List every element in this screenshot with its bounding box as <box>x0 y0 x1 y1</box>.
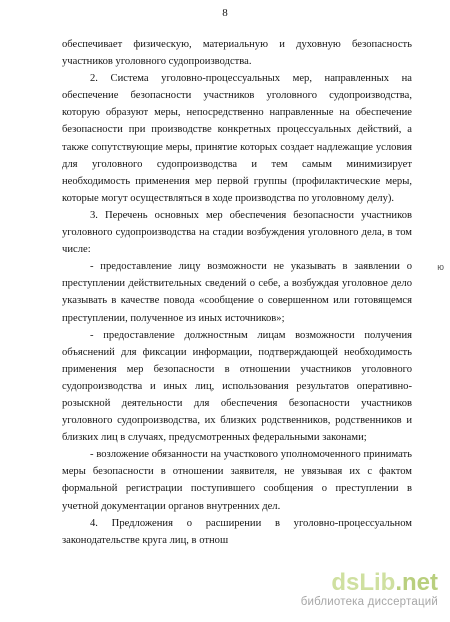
watermark <box>268 570 438 608</box>
watermark-logo-main: dsLib <box>331 569 396 596</box>
watermark-tagline: библиотека диссертаций <box>300 596 438 608</box>
paragraph: 3. Перечень основных мер обеспечения безопасности участников уголовного судопроизводства на стадии возбуждения уголовного дела, в том числе: <box>62 209 412 256</box>
list-item: - возложение обязанности на участкового уполномоченного принимать меры безопасности в отношении заявителя, не увязывая их с фактом формальной регистрации поступившего сообщения о преступлении в учетной документации органов внутренних дел. <box>62 449 412 512</box>
page-number: 8 <box>222 7 228 19</box>
paragraph: обеспечивает физическую, материальную и духовную безопасность участников уголовного судопроизводства. <box>62 39 412 68</box>
watermark-logo-ext: .net <box>395 569 438 596</box>
paragraph: 2. Система уголовно-процессуальных мер, направленных на обеспечение безопасности участников уголовного судопроизводства, которую образуют меры, непосредственно направленные на обеспечение безопасности при производстве конкретных процессуальных действий, а также сопутствующие меры, принятие которых создает надлежащие условия для уголовного судопроизводства и тем самым минимизирует необходимость применения мер первой группы (профилактические меры, которые могут осуществляться в ходе производства по уголовному делу). <box>62 73 412 204</box>
list-item: - предоставление должностным лицам возможности получения объяснений для фиксации информации, подтверждающей необходимость применения мер безопасности в отношении участников уголовного судопроизводства и иных лиц, использования результатов оперативно-розыскной деятельности для обеспечения безопасности участников уголовного судопроизводства, их близких родственников, родственников и близких лиц в случаях, предусмотренных федеральными законами; <box>62 329 412 444</box>
watermark-logo <box>268 570 438 596</box>
document-body <box>62 36 412 549</box>
margin-mark: ю <box>437 262 444 272</box>
paragraph: 4. Предложения о расширении в уголовно-процессуальном законодательстве круга лиц, в отнош <box>62 517 412 546</box>
list-item: - предоставление лицу возможности не указывать в заявлении о преступлении действительных сведений о себе, а возбуждая уголовное дело указывать в качестве повода «сообщение о совершенном или готовящемся преступлении, полученное из иных источников»; <box>62 261 412 324</box>
